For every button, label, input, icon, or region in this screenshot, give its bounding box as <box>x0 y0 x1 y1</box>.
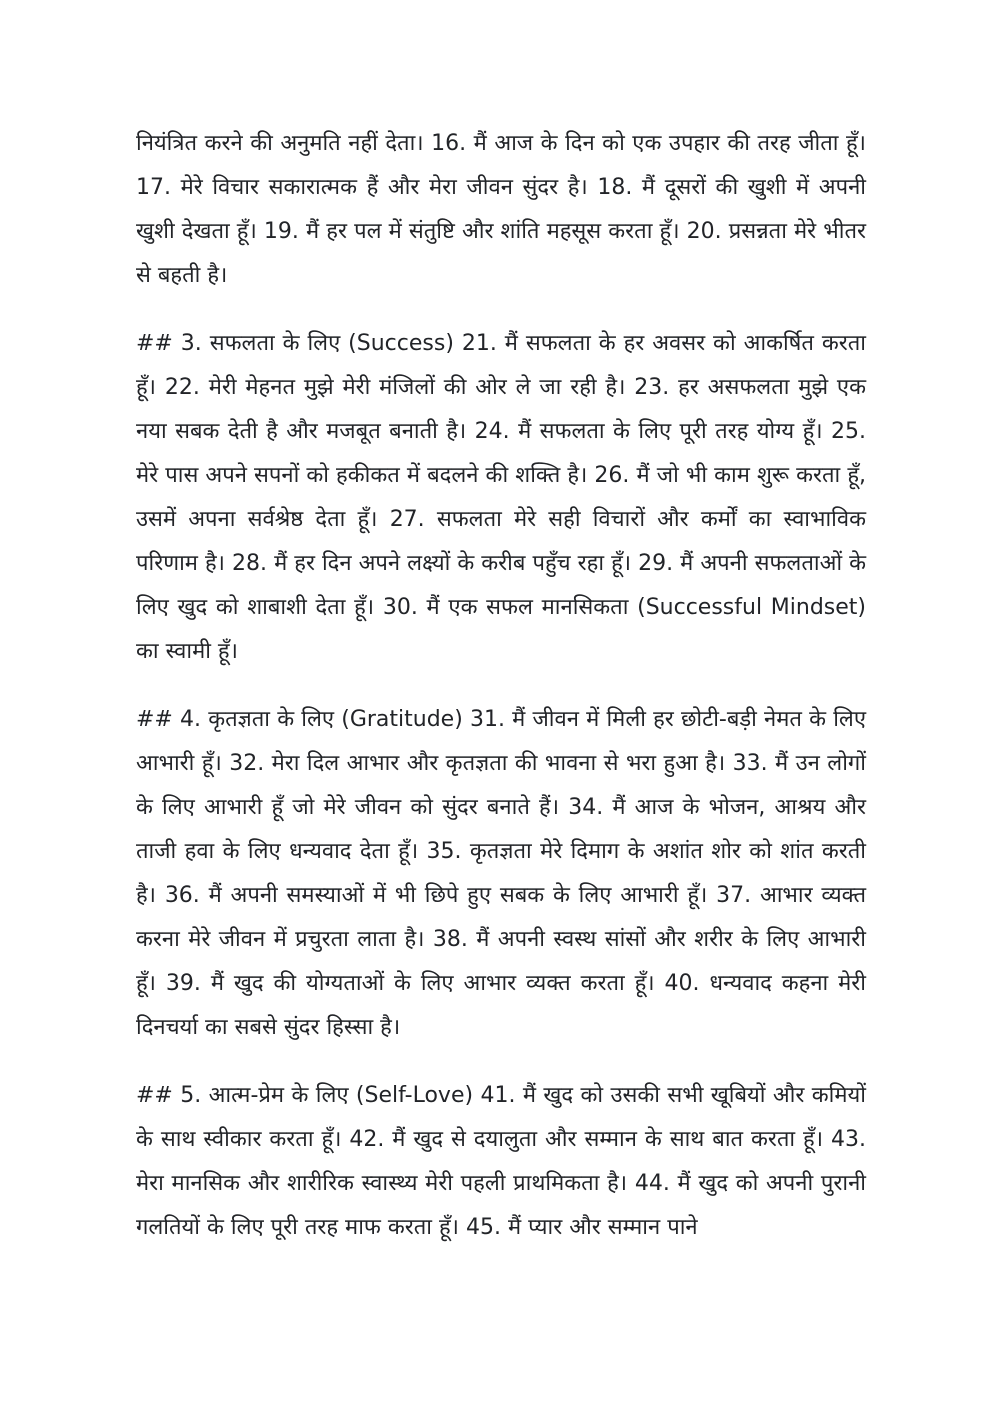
document-page <box>136 122 866 1274</box>
paragraph-gratitude: ## 4. कृतज्ञता के लिए (Gratitude) 31. मैं जीवन में मिली हर छोटी-बड़ी नेमत के लिए आभारी हूँ। 32. मेरा दिल आभार और कृतज्ञता की भावना से भरा हुआ है। 33. मैं उन लोगों के लिए आभारी हूँ जो मेरे जीवन को सुंदर बनाते हैं। 34. मैं आज के भोजन, आश्रय और ताजी हवा के लिए धन्यवाद देता हूँ। 35. कृतज्ञता मेरे दिमाग के अशांत शोर को शांत करती है। 36. मैं अपनी समस्याओं में भी छिपे हुए सबक के लिए आभारी हूँ। 37. आभार व्यक्त करना मेरे जीवन में प्रचुरता लाता है। 38. मैं अपनी स्वस्थ सांसों और शरीर के लिए आभारी हूँ। 39. मैं खुद की योग्यताओं के लिए आभार व्यक्त करता हूँ। 40. धन्यवाद कहना मेरी दिनचर्या का सबसे सुंदर हिस्सा है। <box>136 707 866 1040</box>
paragraph-happiness-continued: नियंत्रित करने की अनुमति नहीं देता। 16. मैं आज के दिन को एक उपहार की तरह जीता हूँ। 17. मेरे विचार सकारात्मक हैं और मेरा जीवन सुंदर है। 18. मैं दूसरों की खुशी में अपनी खुशी देखता हूँ। 19. मैं हर पल में संतुष्टि और शांति महसूस करता हूँ। 20. प्रसन्नता मेरे भीतर से बहती है। <box>136 131 866 288</box>
paragraph-success: ## 3. सफलता के लिए (Success) 21. मैं सफलता के हर अवसर को आकर्षित करता हूँ। 22. मेरी मेहनत मुझे मेरी मंजिलों की ओर ले जा रही है। 23. हर असफलता मुझे एक नया सबक देती है और मजबूत बनाती है। 24. मैं सफलता के लिए पूरी तरह योग्य हूँ। 25. मेरे पास अपने सपनों को हकीकत में बदलने की शक्ति है। 26. मैं जो भी काम शुरू करता हूँ, उसमें अपना सर्वश्रेष्ठ देता हूँ। 27. सफलता मेरे सही विचारों और कर्मों का स्वाभाविक परिणाम है। 28. मैं हर दिन अपने लक्ष्यों के करीब पहुँच रहा हूँ। 29. मैं अपनी सफलताओं के लिए खुद को शाबाशी देता हूँ। 30. मैं एक सफल मानसिकता (Successful Mindset) का स्वामी हूँ। <box>136 331 866 664</box>
paragraph-self-love: ## 5. आत्म-प्रेम के लिए (Self-Love) 41. मैं खुद को उसकी सभी खूबियों और कमियों के साथ स्वीकार करता हूँ। 42. मैं खुद से दयालुता और सम्मान के साथ बात करता हूँ। 43. मेरा मानसिक और शारीरिक स्वास्थ्य मेरी पहली प्राथमिकता है। 44. मैं खुद को अपनी पुरानी गलतियों के लिए पूरी तरह माफ करता हूँ। 45. मैं प्यार और सम्मान पाने <box>136 1083 866 1240</box>
